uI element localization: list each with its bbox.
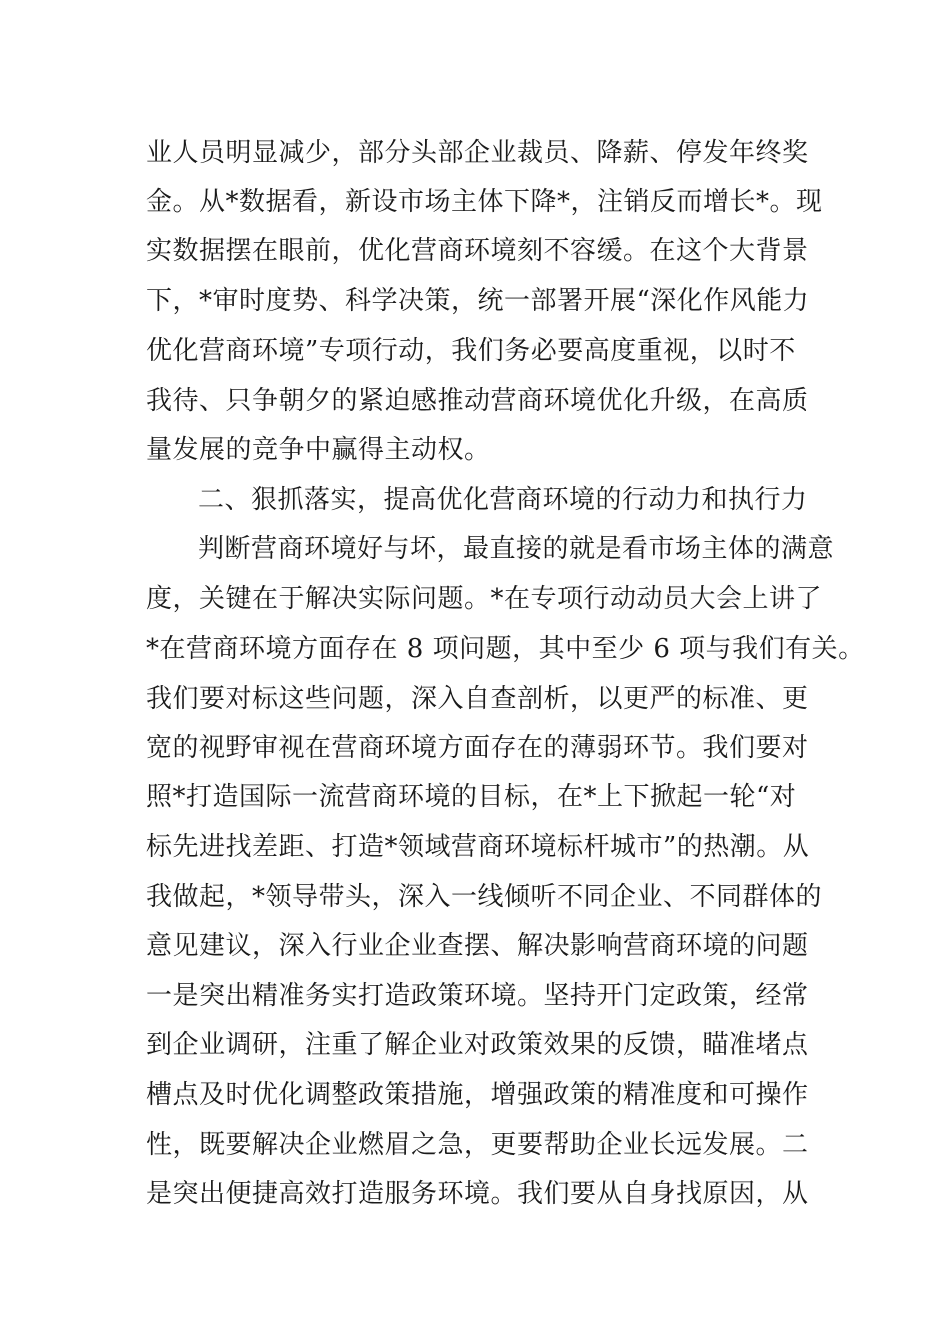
- text-line: 量发展的竞争中赢得主动权。: [146, 435, 491, 465]
- text-line: 我们要对标这些问题，深入自查剖析，以更严的标准、更: [146, 684, 809, 714]
- text-line: 性，既要解决企业燃眉之急，更要帮助企业长远发展。二: [146, 1130, 809, 1160]
- text-line: 一是突出精准务实打造政策环境。坚持开门定政策，经常: [146, 981, 809, 1011]
- text-line: 到企业调研，注重了解企业对政策效果的反馈，瞄准堵点: [146, 1030, 809, 1060]
- text-line: 实数据摆在眼前，优化营商环境刻不容缓。在这个大背景: [146, 236, 809, 266]
- text-line: 业人员明显减少，部分头部企业裁员、降薪、停发年终奖: [146, 138, 809, 168]
- text-line: 宽的视野审视在营商环境方面存在的薄弱环节。我们要对: [146, 733, 809, 763]
- section-heading: 二、狠抓落实，提高优化营商环境的行动力和执行力: [198, 485, 808, 515]
- text-line: 我做起，*领导带头，深入一线倾听不同企业、不同群体的: [146, 882, 823, 912]
- text-line: 标先进找差距、打造*领域营商环境标杆城市”的热潮。从: [146, 832, 810, 862]
- text-line: 金。从*数据看，新设市场主体下降*，注销反而增长*。现: [146, 187, 823, 217]
- text-line: *在营商环境方面存在 8 项问题，其中至少 6 项与我们有关。: [146, 634, 865, 664]
- text-line: 下，*审时度势、科学决策，统一部署开展“深化作风能力: [146, 286, 810, 316]
- text-line: 照*打造国际一流营商环境的目标，在*上下掀起一轮“对: [146, 782, 797, 812]
- text-line: 度，关键在于解决实际问题。*在专项行动动员大会上讲了: [146, 584, 823, 614]
- text-line: 我待、只争朝夕的紧迫感推动营商环境优化升级，在高质: [146, 386, 809, 416]
- text-line: 判断营商环境好与坏，最直接的就是看市场主体的满意: [198, 534, 835, 564]
- text-line: 优化营商环境”专项行动，我们务必要高度重视，以时不: [146, 336, 796, 366]
- text-line: 意见建议，深入行业企业查摆、解决影响营商环境的问题: [146, 931, 809, 961]
- text-line: 槽点及时优化调整政策措施，增强政策的精准度和可操作: [146, 1080, 809, 1110]
- text-line: 是突出便捷高效打造服务环境。我们要从自身找原因，从: [146, 1179, 809, 1209]
